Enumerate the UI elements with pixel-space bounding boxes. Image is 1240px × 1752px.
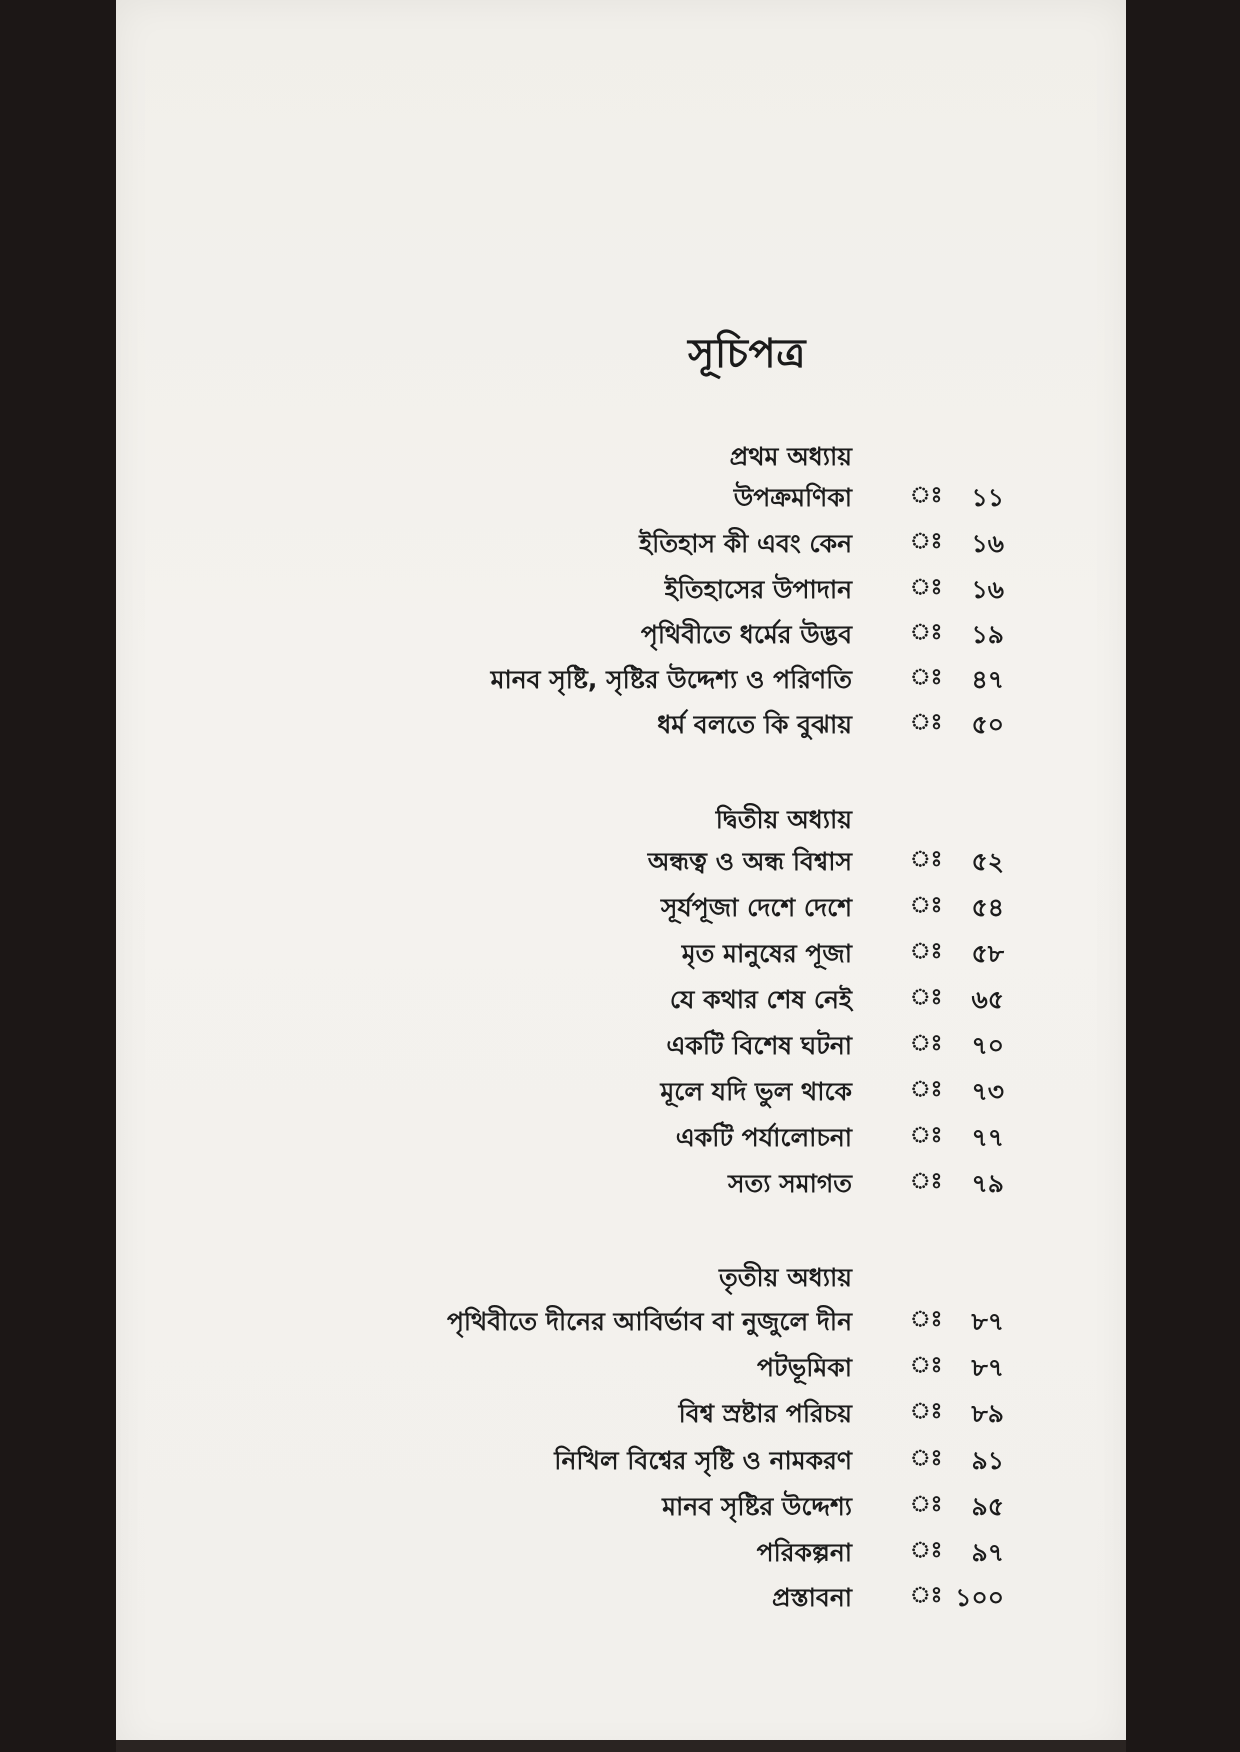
toc-page-number: ৭৯ (971, 1169, 1004, 1198)
toc-page-number: ৫৪ (971, 893, 1004, 922)
toc-page-number: ১৯ (971, 620, 1004, 649)
toc-separator: ঃ (910, 985, 943, 1010)
toc-row (0, 934, 1240, 974)
toc-page-number: ৪৭ (971, 665, 1004, 694)
toc-row (0, 1118, 1240, 1158)
toc-page-number: ৫২ (971, 847, 1004, 876)
toc-row (0, 1487, 1240, 1527)
toc-row (0, 1348, 1240, 1388)
toc-separator: ঃ (910, 710, 943, 735)
toc-separator: ঃ (910, 1123, 943, 1148)
toc-entry-title: মৃত মানুষের পূজা (681, 939, 852, 968)
toc-separator: ঃ (910, 847, 943, 872)
toc-separator: ঃ (910, 1538, 943, 1563)
toc-separator: ঃ (910, 1031, 943, 1056)
toc-page-number: ৯৭ (971, 1538, 1004, 1567)
toc-separator: ঃ (910, 1077, 943, 1102)
toc-separator: ঃ (910, 1169, 943, 1194)
toc-separator: ঃ (910, 483, 943, 508)
toc-entry-title: অন্ধত্ব ও অন্ধ বিশ্বাস (647, 847, 852, 876)
toc-page-number: ১১ (971, 483, 1004, 512)
toc-entry-title: ধর্ম বলতে কি বুঝায় (657, 710, 852, 739)
toc-entry-title: মূলে যদি ভুল থাকে (660, 1077, 852, 1106)
toc-row (0, 615, 1240, 655)
toc-entry-title: একটি বিশেষ ঘটনা (666, 1031, 852, 1060)
toc-page-number: ৭৭ (971, 1123, 1004, 1152)
toc-page-number: ১৬ (971, 575, 1004, 604)
toc-page-number: ৮৭ (971, 1307, 1004, 1336)
toc-entry-title: পৃথিবীতে দীনের আবির্ভাব বা নুজুলে দীন (446, 1307, 852, 1336)
toc-entry-title: সূর্যপূজা দেশে দেশে (660, 893, 852, 922)
toc-row (0, 842, 1240, 882)
toc-page-number: ৮৯ (971, 1399, 1004, 1428)
toc-page-number: ৭৩ (971, 1077, 1004, 1106)
toc-row (0, 1578, 1240, 1618)
toc-row (0, 660, 1240, 700)
toc-entry-title: প্রস্তাবনা (772, 1583, 852, 1612)
toc-entry-title: সত্য সমাগত (727, 1169, 852, 1198)
toc-page-number: ৫০ (971, 710, 1004, 739)
toc-row (0, 1302, 1240, 1342)
toc-separator: ঃ (910, 1583, 943, 1608)
toc-row (0, 1026, 1240, 1066)
toc-entry-title: যে কথার শেষ নেই (669, 985, 852, 1014)
toc-entry-title: উপক্রমণিকা (733, 483, 852, 512)
toc-entry-title: ইতিহাসের উপাদান (664, 575, 852, 604)
toc-page-number: ৫৮ (971, 939, 1004, 968)
toc-entry-title: মানব সৃষ্টির উদ্দেশ্য (662, 1492, 852, 1521)
toc-entry-title: পরিকল্পনা (756, 1538, 852, 1567)
toc-row (0, 1441, 1240, 1481)
toc-page-number: ১০০ (955, 1583, 1004, 1612)
toc-row (0, 1164, 1240, 1204)
chapter-heading-2: দ্বিতীয় অধ্যায় (715, 805, 852, 834)
toc-page-number: ৯১ (971, 1446, 1004, 1475)
toc-separator: ঃ (910, 939, 943, 964)
toc-separator: ঃ (910, 529, 943, 554)
toc-row (0, 570, 1240, 610)
toc-row (0, 1394, 1240, 1434)
toc-row (0, 478, 1240, 518)
toc-separator: ঃ (910, 1492, 943, 1517)
toc-entry-title: মানব সৃষ্টি, সৃষ্টির উদ্দেশ্য ও পরিণতি (490, 665, 852, 694)
toc-page-number: ৮৭ (971, 1353, 1004, 1382)
toc-row (0, 524, 1240, 564)
toc-separator: ঃ (910, 1307, 943, 1332)
photo-bottom-edge (116, 1740, 1126, 1752)
chapter-heading-3: তৃতীয় অধ্যায় (719, 1263, 852, 1292)
page-title: সূচিপত্র (688, 331, 806, 377)
toc-entry-title: নিখিল বিশ্বের সৃষ্টি ও নামকরণ (554, 1446, 852, 1475)
toc-separator: ঃ (910, 1399, 943, 1424)
toc-separator: ঃ (910, 575, 943, 600)
toc-row (0, 888, 1240, 928)
toc-row (0, 705, 1240, 745)
toc-separator: ঃ (910, 1353, 943, 1378)
chapter-heading-1: প্রথম অধ্যায় (729, 442, 852, 471)
toc-page-number: ১৬ (971, 529, 1004, 558)
toc-entry-title: একটি পর্যালোচনা (675, 1123, 852, 1152)
toc-entry-title: বিশ্ব স্রষ্টার পরিচয় (678, 1399, 852, 1428)
toc-separator: ঃ (910, 665, 943, 690)
toc-separator: ঃ (910, 893, 943, 918)
toc-page-number: ৯৫ (971, 1492, 1004, 1521)
toc-row (0, 1072, 1240, 1112)
toc-page-number: ৭০ (971, 1031, 1004, 1060)
toc-entry-title: পৃথিবীতে ধর্মের উদ্ভব (640, 620, 852, 649)
toc-row (0, 1533, 1240, 1573)
toc-page-number: ৬৫ (971, 985, 1004, 1014)
toc-separator: ঃ (910, 1446, 943, 1471)
toc-entry-title: পটভূমিকা (757, 1353, 852, 1382)
toc-entry-title: ইতিহাস কী এবং কেন (639, 529, 852, 558)
toc-separator: ঃ (910, 620, 943, 645)
toc-row (0, 980, 1240, 1020)
